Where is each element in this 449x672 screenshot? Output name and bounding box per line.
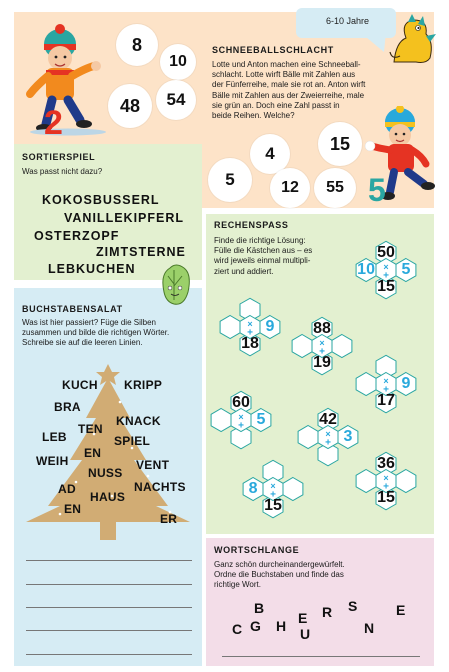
puzzle-1-right-value: 9 [265, 318, 275, 335]
word-osterzopf[interactable]: OSTERZOPF [34, 229, 120, 243]
snowball-8[interactable]: 8 [116, 24, 158, 66]
puzzle-0-times-icon: × [383, 262, 389, 272]
puzzle-3-times-icon: × [383, 376, 389, 386]
snowball-4[interactable]: 4 [250, 134, 290, 174]
letter-u[interactable]: U [300, 626, 311, 642]
puzzle-0-top-value: 50 [377, 243, 395, 261]
puzzle-6-times-icon: × [383, 473, 389, 483]
big-digit-5: 5 [368, 172, 386, 208]
letter-h[interactable]: H [276, 618, 287, 634]
puzzle-6-plus-icon: + [383, 481, 389, 493]
puzzle-3-right-value: 9 [401, 375, 411, 392]
syllable-haus[interactable]: HAUS [90, 490, 126, 504]
snowball-text: Lotte und Anton machen eine Schneeball- schlacht. Lotte wirft Bälle mit Zahlen aus der Fünferreihe, male sie rot an. Anton wirft Bälle mit Zahlen aus der Zweierreihe, male sie grün an. Doch eine Zahl passt in beide Reihen. Welche? [212, 60, 366, 121]
syllable-weih[interactable]: WEIH [36, 454, 69, 468]
snowball-10[interactable]: 10 [160, 44, 196, 80]
word-zimtsterne[interactable]: ZIMTSTERNE [96, 245, 186, 259]
letter-s[interactable]: S [348, 598, 358, 614]
puzzle-7-left-value: 8 [248, 480, 258, 497]
letter-n[interactable]: N [364, 620, 375, 636]
syllable-ad[interactable]: AD [58, 482, 76, 496]
puzzle-2-bottom-value: 19 [313, 354, 331, 372]
snowball-48[interactable]: 48 [108, 84, 152, 128]
syllable-nachts[interactable]: NACHTS [134, 480, 186, 494]
syllable-en-2[interactable]: EN [64, 502, 82, 516]
puzzle-0-plus-icon: + [383, 270, 389, 282]
puzzle-6-top-value: 36 [377, 454, 395, 472]
snowball-55[interactable]: 55 [314, 168, 356, 208]
letter-e-1[interactable]: E [298, 610, 308, 626]
wortschlange-text: Ganz schön durcheinandergewürfelt. Ordne die Buchstaben und finde das richtige Wort. [214, 560, 345, 590]
puzzle-2-top-value: 88 [313, 319, 331, 337]
snowball-54[interactable]: 54 [156, 80, 196, 120]
puzzle-4-plus-icon: + [238, 420, 244, 432]
hex-left-2[interactable] [292, 335, 312, 358]
letter-c[interactable]: C [232, 621, 243, 637]
hex-right-7[interactable] [283, 478, 303, 501]
puzzle-1-plus-icon: + [247, 327, 253, 339]
puzzle-0-left-value: 10 [357, 261, 375, 278]
puzzle-2-times-icon: × [319, 338, 325, 348]
syllable-leb[interactable]: LEB [42, 430, 67, 444]
puzzle-1-bottom-value: 18 [241, 335, 259, 353]
hex-left-3[interactable] [356, 373, 376, 396]
syllable-kripp[interactable]: KRIPP [124, 378, 163, 392]
sortierspiel-question: Was passt nicht dazu? [22, 167, 103, 176]
letter-r[interactable]: R [322, 604, 333, 620]
puzzle-4-top-value: 60 [232, 393, 250, 411]
syllable-knack[interactable]: KNACK [116, 414, 161, 428]
puzzle-2-plus-icon: + [319, 346, 325, 358]
puzzle-4-times-icon: × [238, 412, 244, 422]
letter-g[interactable]: G [250, 618, 261, 634]
puzzle-0-bottom-value: 15 [377, 278, 395, 296]
hex-left-4[interactable] [211, 409, 231, 432]
hex-left-1[interactable] [220, 316, 240, 339]
puzzle-4-right-value: 5 [256, 411, 266, 428]
puzzle-0-right-value: 5 [401, 261, 411, 278]
hex-right-6[interactable] [396, 470, 416, 493]
syllable-en-1[interactable]: EN [84, 446, 102, 460]
puzzle-3-bottom-value: 17 [377, 392, 395, 410]
puzzle-1-times-icon: × [247, 319, 253, 329]
puzzle-5-right-value: 3 [343, 428, 353, 445]
letter-b[interactable]: B [254, 600, 265, 616]
rechenspass-text: Finde die richtige Lösung: Fülle die Kästchen aus – es wird jeweils einmal multipli- ziert und addiert. [214, 236, 313, 276]
syllable-spiel[interactable]: SPIEL [114, 434, 151, 448]
syllable-kuch[interactable]: KUCH [62, 378, 98, 392]
wortschlange-answer-line[interactable] [222, 656, 420, 657]
buchstabensalat-title: BUCHSTABENSALAT [22, 304, 123, 314]
snowball-15[interactable]: 15 [318, 122, 362, 166]
big-digit-2: 2 [44, 104, 63, 142]
syllable-bra[interactable]: BRA [54, 400, 81, 414]
word-vanillekipferl[interactable]: VANILLEKIPFERL [64, 211, 185, 225]
snowball-title: SCHNEEBALLSCHLACHT [212, 45, 334, 55]
snowball-5[interactable]: 5 [208, 158, 252, 202]
puzzle-7-times-icon: × [270, 481, 276, 491]
puzzle-5-plus-icon: + [325, 437, 331, 449]
puzzle-7-plus-icon: + [270, 489, 276, 501]
puzzle-7-bottom-value: 15 [264, 497, 282, 515]
syllable-ten[interactable]: TEN [78, 422, 103, 436]
buchstabensalat-text: Was ist hier passiert? Füge die Silben zusammen und bilde die richtigen Wörter. Schreibe sie auf die leeren Linien. [22, 318, 170, 348]
puzzle-5-times-icon: × [325, 429, 331, 439]
rechenspass-title: RECHENSPASS [214, 220, 289, 230]
syllable-nuss[interactable]: NUSS [88, 466, 123, 480]
hex-left-5[interactable] [298, 426, 318, 449]
letter-e-2[interactable]: E [396, 602, 406, 618]
age-badge-label: 6-10 Jahre [326, 16, 370, 26]
syllable-vent[interactable]: VENT [136, 458, 170, 472]
snowball-12[interactable]: 12 [270, 168, 310, 208]
puzzle-3-plus-icon: + [383, 384, 389, 396]
sortierspiel-title: SORTIERSPIEL [22, 152, 96, 162]
puzzle-5-top-value: 42 [319, 410, 337, 428]
hex-left-6[interactable] [356, 470, 376, 493]
syllable-er[interactable]: ER [160, 512, 178, 526]
word-lebkuchen[interactable]: LEBKUCHEN [48, 262, 136, 276]
wortschlange-title: WORTSCHLANGE [214, 545, 300, 555]
word-kokosbusserl[interactable]: KOKOSBUSSERL [42, 193, 160, 207]
puzzle-6-bottom-value: 15 [377, 489, 395, 507]
hex-right-2[interactable] [332, 335, 352, 358]
